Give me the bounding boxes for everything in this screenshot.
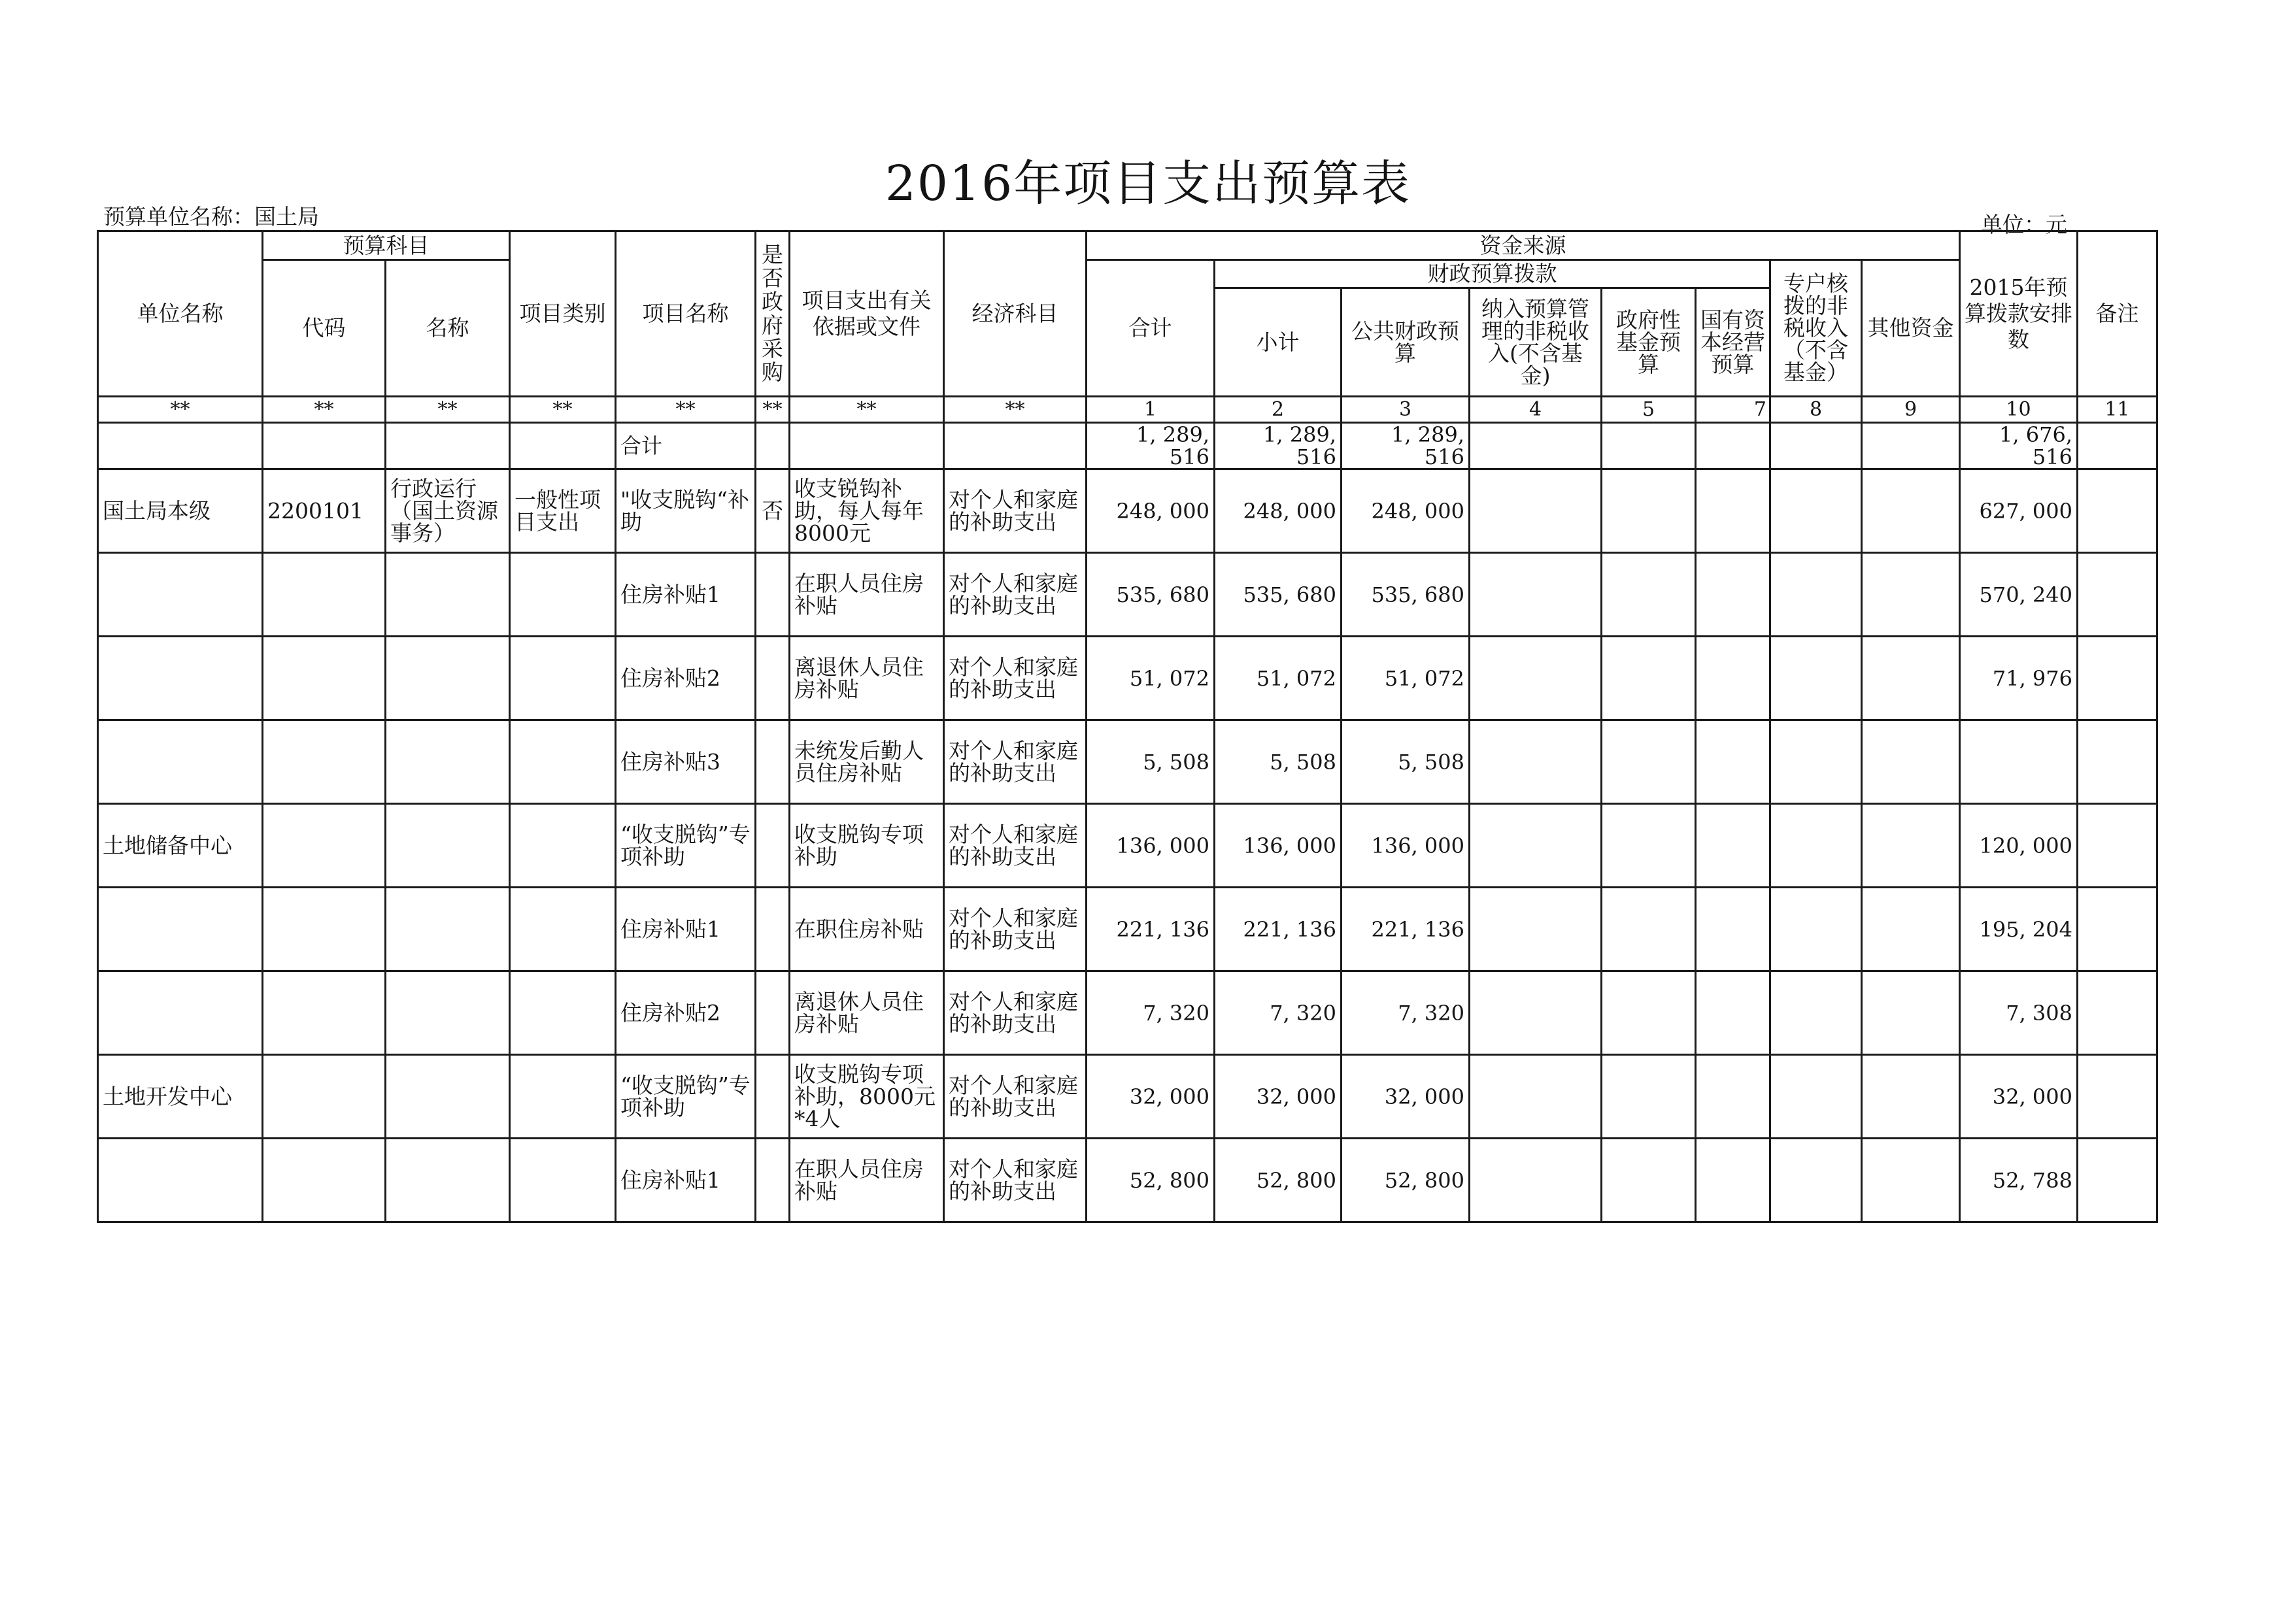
header-public-fiscal: 公共财政预算 <box>1342 288 1470 397</box>
index-cell: ** <box>263 397 386 423</box>
index-cell: 3 <box>1342 397 1470 423</box>
index-cell: 11 <box>2078 397 2157 423</box>
gov-purchase-cell <box>756 720 790 804</box>
public-cell: 51, 072 <box>1342 637 1470 720</box>
index-cell: ** <box>98 397 263 423</box>
project-type-cell <box>510 553 616 637</box>
project-type-cell <box>510 804 616 888</box>
sum-public: 1, 289, 516 <box>1342 423 1470 469</box>
code-cell <box>263 1139 386 1222</box>
public-cell: 535, 680 <box>1342 553 1470 637</box>
prev-cell: 120, 000 <box>1960 804 2078 888</box>
total-cell: 136, 000 <box>1087 804 1215 888</box>
basis-cell: 离退休人员住房补贴 <box>790 971 944 1055</box>
subject-name-cell <box>386 553 510 637</box>
basis-cell: 在职人员住房补贴 <box>790 1139 944 1222</box>
econ-subject-cell: 对个人和家庭的补助支出 <box>944 888 1087 971</box>
unit-name-cell <box>98 553 263 637</box>
total-cell: 248, 000 <box>1087 469 1215 553</box>
currency-unit-label: 单位：元 <box>1981 212 2067 237</box>
basis-cell: 离退休人员住房补贴 <box>790 637 944 720</box>
code-cell <box>263 553 386 637</box>
project-name-cell: 住房补贴1 <box>616 1139 756 1222</box>
gov-purchase-cell <box>756 553 790 637</box>
subtotal-cell: 32, 000 <box>1215 1055 1342 1139</box>
index-cell: ** <box>756 397 790 423</box>
subtotal-cell: 535, 680 <box>1215 553 1342 637</box>
econ-subject-cell: 对个人和家庭的补助支出 <box>944 804 1087 888</box>
prev-cell: 570, 240 <box>1960 553 2078 637</box>
header-code: 代码 <box>263 260 386 397</box>
index-cell: 5 <box>1602 397 1696 423</box>
public-cell: 52, 800 <box>1342 1139 1470 1222</box>
code-cell <box>263 971 386 1055</box>
header-subtotal: 小计 <box>1215 288 1342 397</box>
header-budget-subject: 预算科目 <box>263 231 510 260</box>
prev-cell <box>1960 720 2078 804</box>
unit-name-cell <box>98 888 263 971</box>
subject-name-cell <box>386 804 510 888</box>
header-fund-source: 资金来源 <box>1087 231 1960 260</box>
project-name-cell: 住房补贴3 <box>616 720 756 804</box>
prev-cell: 195, 204 <box>1960 888 2078 971</box>
index-cell: ** <box>510 397 616 423</box>
header-basis: 项目支出有关依据或文件 <box>790 231 944 397</box>
unit-name-cell <box>98 971 263 1055</box>
subtotal-cell: 52, 800 <box>1215 1139 1342 1222</box>
total-cell: 221, 136 <box>1087 888 1215 971</box>
unit-name-cell <box>98 637 263 720</box>
code-cell <box>263 637 386 720</box>
unit-name-cell: 土地储备中心 <box>98 804 263 888</box>
econ-subject-cell: 对个人和家庭的补助支出 <box>944 1139 1087 1222</box>
code-cell: 2200101 <box>263 469 386 553</box>
index-cell: ** <box>616 397 756 423</box>
header-gov-fund: 政府性基金预算 <box>1602 288 1696 397</box>
gov-purchase-cell <box>756 888 790 971</box>
header-non-tax: 纳入预算管理的非税收入(不含基金) <box>1470 288 1602 397</box>
header-total: 合计 <box>1087 260 1215 397</box>
project-type-cell <box>510 971 616 1055</box>
sum-label: 合计 <box>616 423 756 469</box>
header-unit-name: 单位名称 <box>98 231 263 397</box>
project-name-cell: "收支脱钩“补助 <box>616 469 756 553</box>
header-econ-subject: 经济科目 <box>944 231 1087 397</box>
index-cell: 10 <box>1960 397 2078 423</box>
header-state-capital: 国有资本经营预算 <box>1696 288 1770 397</box>
project-type-cell <box>510 637 616 720</box>
index-cell: 2 <box>1215 397 1342 423</box>
basis-cell: 未统发后勤人员住房补贴 <box>790 720 944 804</box>
code-cell <box>263 1055 386 1139</box>
sum-total: 1, 289, 516 <box>1087 423 1215 469</box>
index-cell: ** <box>944 397 1087 423</box>
sum-subtotal: 1, 289, 516 <box>1215 423 1342 469</box>
prev-cell: 627, 000 <box>1960 469 2078 553</box>
total-cell: 5, 508 <box>1087 720 1215 804</box>
prev-cell: 7, 308 <box>1960 971 2078 1055</box>
unit-name-cell: 国土局本级 <box>98 469 263 553</box>
total-cell: 7, 320 <box>1087 971 1215 1055</box>
table-row <box>98 1055 2157 1139</box>
subject-name-cell <box>386 888 510 971</box>
subtotal-cell: 221, 136 <box>1215 888 1342 971</box>
project-type-cell: 一般性项目支出 <box>510 469 616 553</box>
subtotal-cell: 51, 072 <box>1215 637 1342 720</box>
budget-unit-label: 预算单位名称：国土局 <box>103 204 319 229</box>
gov-purchase-cell: 否 <box>756 469 790 553</box>
gov-purchase-cell <box>756 1055 790 1139</box>
subtotal-cell: 136, 000 <box>1215 804 1342 888</box>
basis-cell: 在职人员住房补贴 <box>790 553 944 637</box>
subject-name-cell <box>386 1139 510 1222</box>
sum-prev: 1, 676, 516 <box>1960 423 2078 469</box>
project-type-cell <box>510 1055 616 1139</box>
budget-table <box>97 230 2158 1223</box>
subtotal-cell: 248, 000 <box>1215 469 1342 553</box>
public-cell: 5, 508 <box>1342 720 1470 804</box>
prev-cell: 71, 976 <box>1960 637 2078 720</box>
index-cell: 9 <box>1862 397 1960 423</box>
code-cell <box>263 720 386 804</box>
table-row <box>98 553 2157 637</box>
unit-name-cell: 土地开发中心 <box>98 1055 263 1139</box>
project-name-cell: 住房补贴2 <box>616 971 756 1055</box>
econ-subject-cell: 对个人和家庭的补助支出 <box>944 469 1087 553</box>
index-cell: ** <box>790 397 944 423</box>
public-cell: 7, 320 <box>1342 971 1470 1055</box>
total-cell: 52, 800 <box>1087 1139 1215 1222</box>
table-row <box>98 804 2157 888</box>
public-cell: 221, 136 <box>1342 888 1470 971</box>
project-name-cell: 住房补贴1 <box>616 888 756 971</box>
econ-subject-cell: 对个人和家庭的补助支出 <box>944 553 1087 637</box>
header-project-name: 项目名称 <box>616 231 756 397</box>
header-remarks: 备注 <box>2078 231 2157 397</box>
subject-name-cell <box>386 720 510 804</box>
subtotal-cell: 7, 320 <box>1215 971 1342 1055</box>
header-project-type: 项目类别 <box>510 231 616 397</box>
unit-name-cell <box>98 720 263 804</box>
subject-name-cell <box>386 971 510 1055</box>
header-name: 名称 <box>386 260 510 397</box>
basis-cell: 收支脱钩专项补助，8000元*4人 <box>790 1055 944 1139</box>
prev-cell: 32, 000 <box>1960 1055 2078 1139</box>
table-row <box>98 971 2157 1055</box>
subtotal-cell: 5, 508 <box>1215 720 1342 804</box>
econ-subject-cell: 对个人和家庭的补助支出 <box>944 637 1087 720</box>
table-row <box>98 637 2157 720</box>
subject-name-cell <box>386 1055 510 1139</box>
sum-row <box>98 423 2157 469</box>
prev-cell: 52, 788 <box>1960 1139 2078 1222</box>
subject-name-cell: 行政运行（国土资源事务） <box>386 469 510 553</box>
index-cell: 7 <box>1696 397 1770 423</box>
gov-purchase-cell <box>756 804 790 888</box>
econ-subject-cell: 对个人和家庭的补助支出 <box>944 971 1087 1055</box>
project-name-cell: 住房补贴1 <box>616 553 756 637</box>
total-cell: 535, 680 <box>1087 553 1215 637</box>
gov-purchase-cell <box>756 637 790 720</box>
public-cell: 136, 000 <box>1342 804 1470 888</box>
project-name-cell: 住房补贴2 <box>616 637 756 720</box>
econ-subject-cell: 对个人和家庭的补助支出 <box>944 1055 1087 1139</box>
index-cell: 8 <box>1770 397 1862 423</box>
public-cell: 248, 000 <box>1342 469 1470 553</box>
index-row <box>98 397 2157 423</box>
table-row <box>98 1139 2157 1222</box>
project-name-cell: “收支脱钩”专项补助 <box>616 1055 756 1139</box>
project-type-cell <box>510 888 616 971</box>
total-cell: 51, 072 <box>1087 637 1215 720</box>
basis-cell: 收支脱钩专项补助 <box>790 804 944 888</box>
header-gov-purchase: 是否政府采购 <box>756 231 790 397</box>
basis-cell: 收支锐钩补助，每人每年8000元 <box>790 469 944 553</box>
code-cell <box>263 888 386 971</box>
table-row <box>98 469 2157 553</box>
project-type-cell <box>510 720 616 804</box>
basis-cell: 在职住房补贴 <box>790 888 944 971</box>
total-cell: 32, 000 <box>1087 1055 1215 1139</box>
index-cell: 4 <box>1470 397 1602 423</box>
project-name-cell: “收支脱钩”专项补助 <box>616 804 756 888</box>
header-special-account: 专户核拨的非税收入（不含基金） <box>1770 260 1862 397</box>
subject-name-cell <box>386 637 510 720</box>
project-type-cell <box>510 1139 616 1222</box>
table-row <box>98 888 2157 971</box>
table-row <box>98 720 2157 804</box>
gov-purchase-cell <box>756 971 790 1055</box>
public-cell: 32, 000 <box>1342 1055 1470 1139</box>
page-title: 2016年项目支出预算表 <box>885 156 1411 212</box>
gov-purchase-cell <box>756 1139 790 1222</box>
header-other-funds: 其他资金 <box>1862 260 1960 397</box>
unit-name-cell <box>98 1139 263 1222</box>
index-cell: 1 <box>1087 397 1215 423</box>
econ-subject-cell: 对个人和家庭的补助支出 <box>944 720 1087 804</box>
code-cell <box>263 804 386 888</box>
index-cell: ** <box>386 397 510 423</box>
header-fiscal: 财政预算拨款 <box>1215 260 1770 288</box>
header-prev-year: 2015年预算拨款安排数 <box>1960 231 2078 397</box>
